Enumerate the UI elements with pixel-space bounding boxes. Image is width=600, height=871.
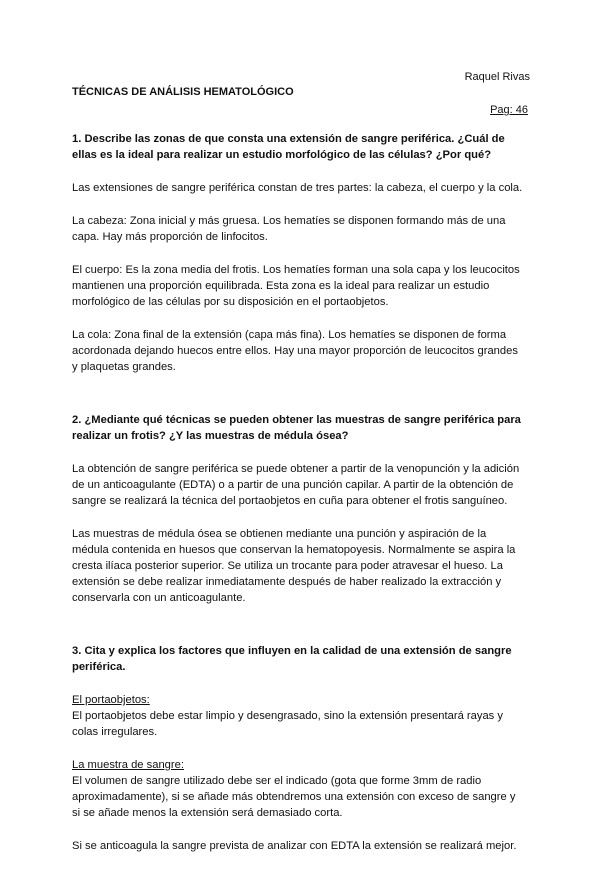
page-number: Pag: 46: [490, 104, 528, 116]
portaobjetos-text: El portaobjetos debe estar limpio y desengrasado, sino la extensión presentará rayas y colas irregulares.: [72, 710, 503, 738]
document-title: TÉCNICAS DE ANÁLISIS HEMATOLÓGICO: [72, 86, 294, 98]
muestra-sangre-text: El volumen de sangre utilizado debe ser el indicado (gota que forme 3mm de radio aproximadamente), si se añade más obtendremos una extensión con exceso de sangre y si se añade menos la extensión será demasiado corta.: [72, 775, 516, 819]
answer-1-paragraph-1: Las extensiones de sangre periférica constan de tres partes: la cabeza, el cuerpo y la cola.: [72, 182, 523, 194]
question-3: 3. Cita y explica los factores que influyen en la calidad de una extensión de sangre periférica.: [72, 645, 512, 673]
answer-1-paragraph-2: La cabeza: Zona inicial y más gruesa. Los hematíes se disponen formando más de una capa. Hay más proporción de linfocitos.: [72, 215, 506, 243]
author-name: Raquel Rivas: [464, 71, 530, 83]
document-body: [72, 131, 524, 871]
question-2: 2. ¿Mediante qué técnicas se pueden obtener las muestras de sangre periférica para realizar un frotis? ¿Y las muestras de médula ósea?: [72, 414, 521, 442]
answer-1-paragraph-4: La cola: Zona final de la extensión (capa más fina). Los hematíes se disponen de forma acordonada dejando huecos entre ellos. Hay una mayor proporción de leucocitos grandes y plaquetas grandes.: [72, 329, 518, 373]
anticoagulante-text: Si se anticoagula la sangre prevista de analizar con EDTA la extensión se realizará mejor.: [72, 840, 517, 852]
subheading-muestra-sangre: La muestra de sangre:: [72, 759, 184, 771]
answer-2-paragraph-2: Las muestras de médula ósea se obtienen mediante una punción y aspiración de la médula contenida en huesos que conservan la hematopoyesis. Normalmente se aspira la cresta ilíaca posterior superior. Se utiliza un trocante para poder atravesar el hueso. La extensión se debe realizar inmediatamente después de haber realizado la extracción y conservarla con un anticoagulante.: [72, 528, 516, 604]
question-1: 1. Describe las zonas de que consta una extensión de sangre periférica. ¿Cuál de ellas es la ideal para realizar un estudio morfológico de las células? ¿Por qué?: [72, 133, 505, 161]
subheading-portaobjetos: El portaobjetos:: [72, 694, 150, 706]
answer-1-paragraph-3: El cuerpo: Es la zona media del frotis. Los hematíes forman una sola capa y los leucocitos mantienen una proporción equilibrada. Esta zona es la ideal para realizar un estudio morfológico de las células por su disposición en el portaobjetos.: [72, 264, 520, 308]
answer-2-paragraph-1: La obtención de sangre periférica se puede obtener a partir de la venopunción y la adición de un anticoagulante (EDTA) o a partir de una punción capilar. A partir de la obtención de sangre se realizará la técnica del portaobjetos en cuña para obtener el frotis sanguíneo.: [72, 463, 520, 507]
